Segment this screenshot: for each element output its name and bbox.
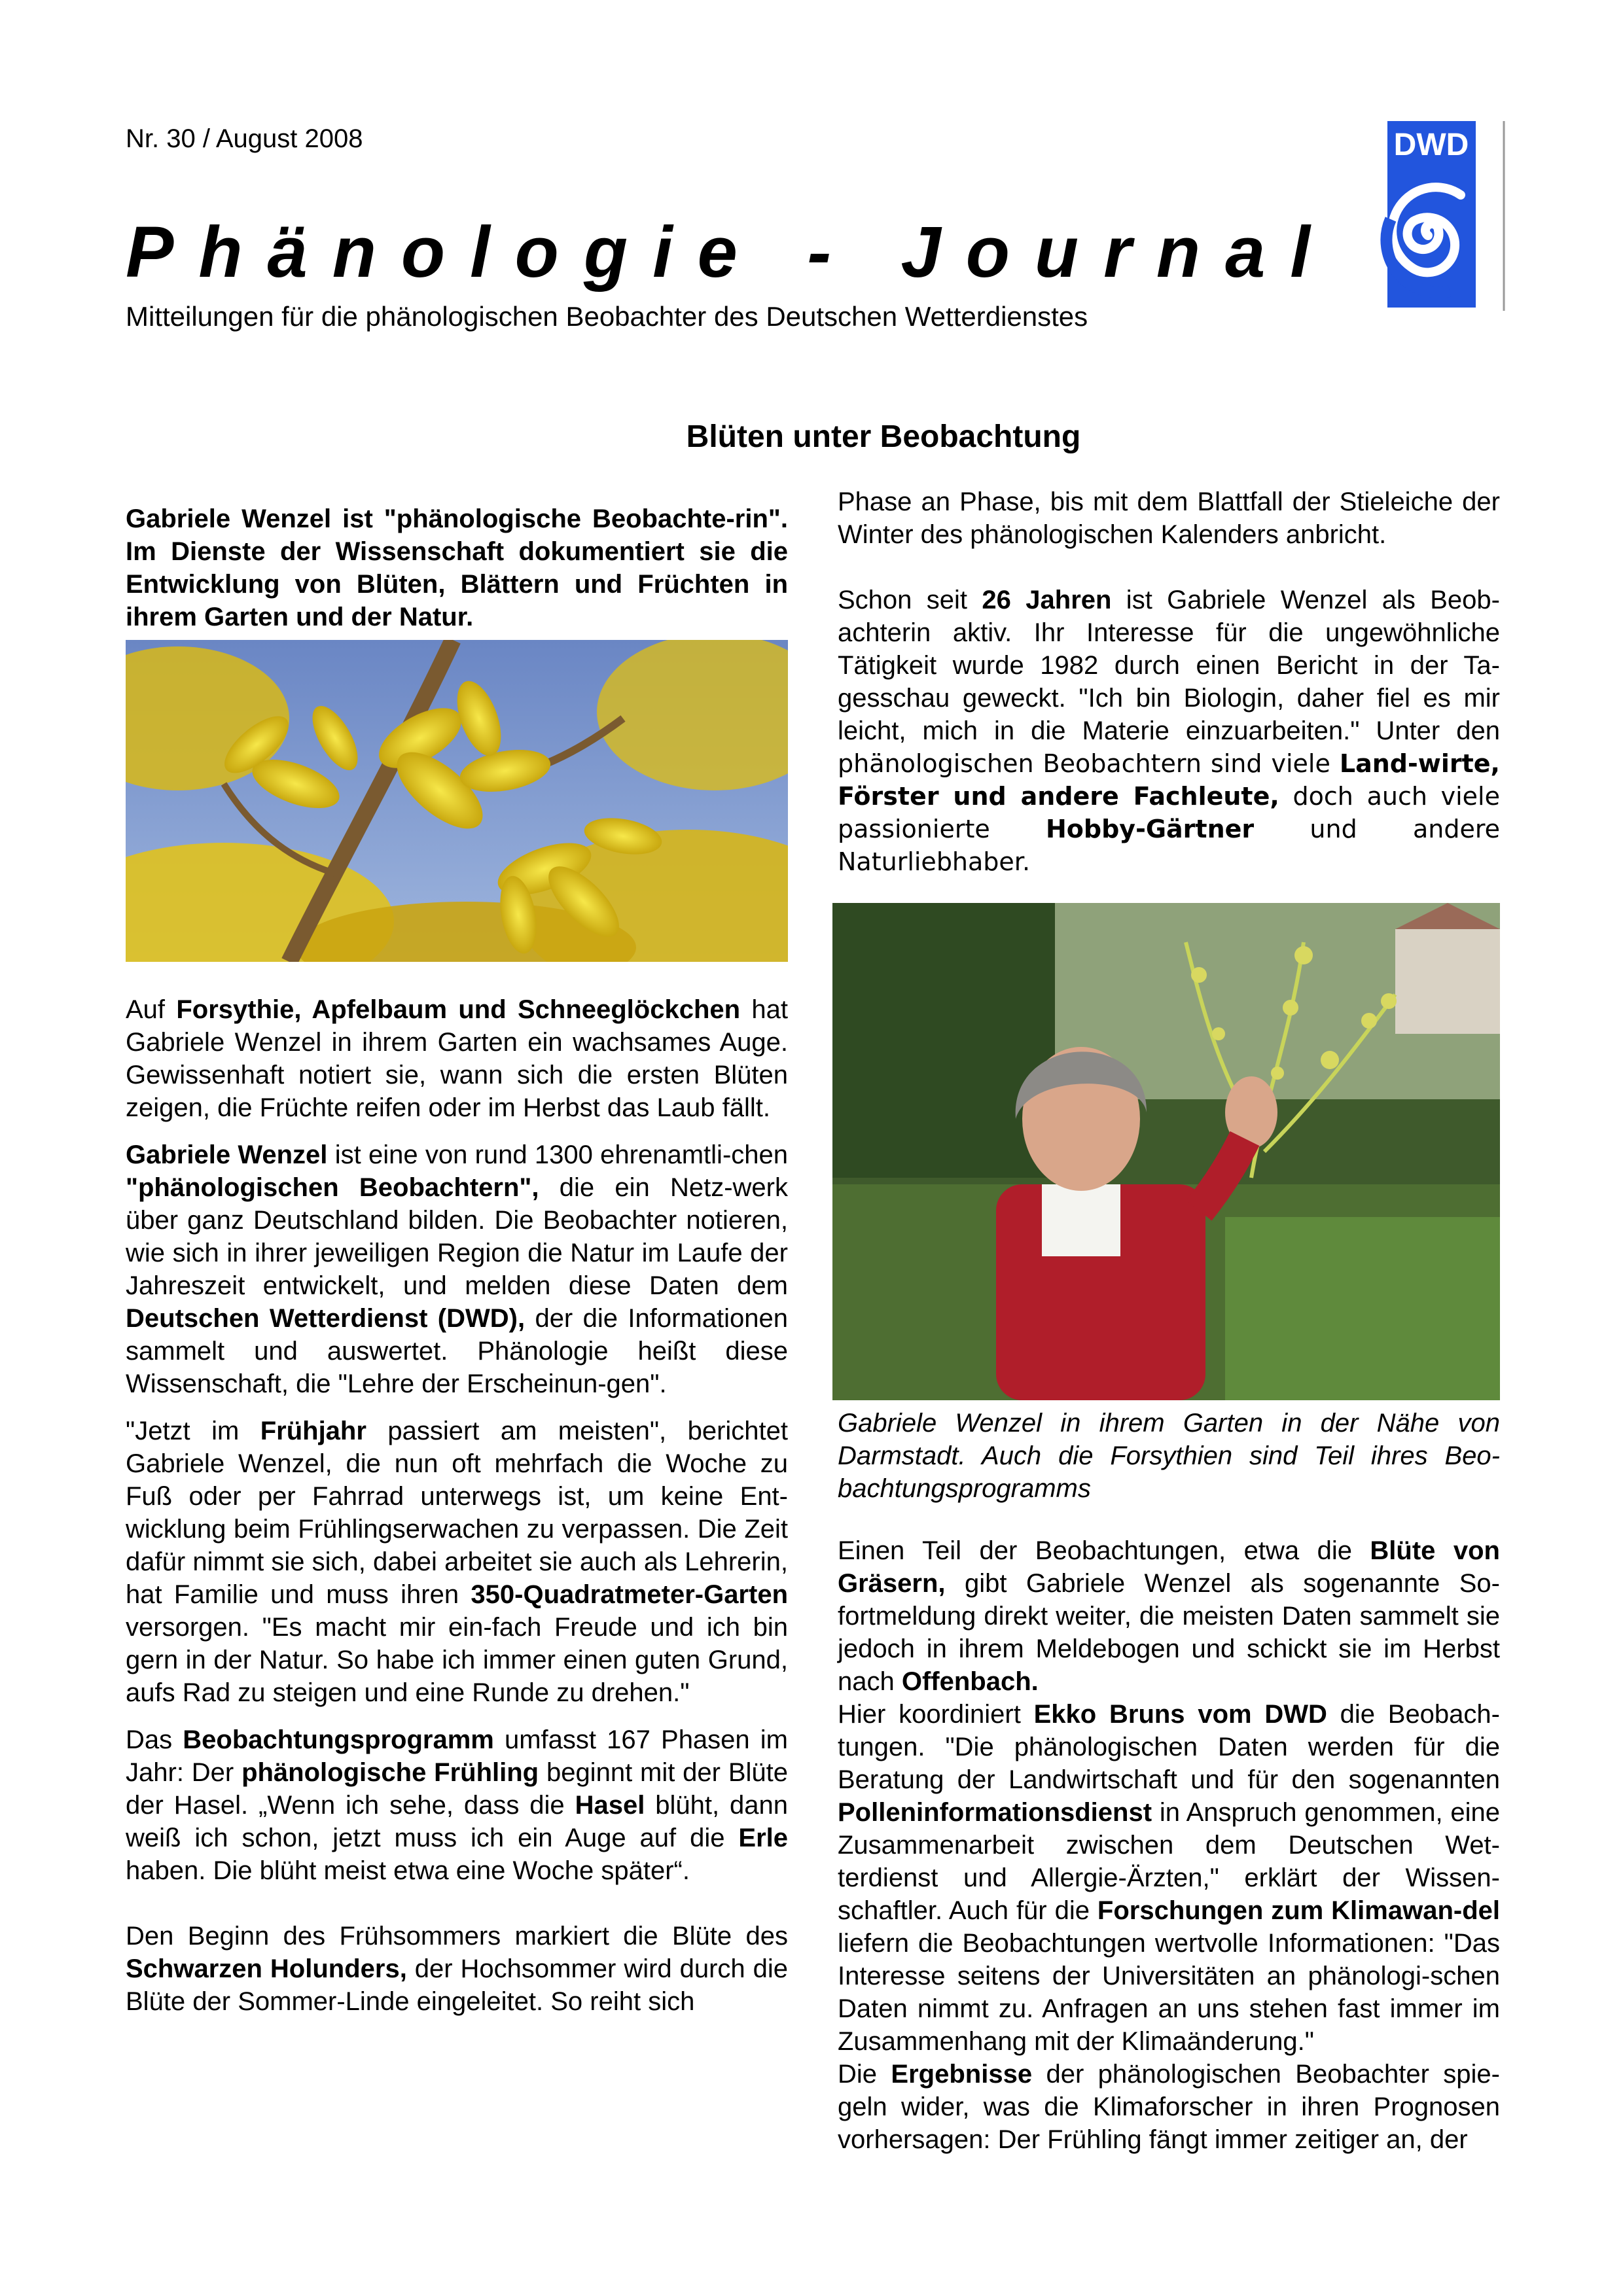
paragraph-fruehsommer: Den Beginn des Frühsommers markiert die Blüte des Schwarzen Holunders, der Hochsommer wird durch die Blüte der Sommer-Linde eingeleitet. So reiht sich — [126, 1922, 788, 2016]
paragraph-beobachter: Gabriele Wenzel ist eine von rund 1300 ehrenamtli-chen "phänologischen Beobachtern", die ein Netz-werk über ganz Deutschland bilden. Die Beobachter notieren, wie sich in ihrer jeweiligen Region die Natur im Laufe der Jahreszeit entwickelt, und melden diese Daten dem Deutschen Wetterdienst (DWD), der die Informationen sammelt und auswertet. Phänologie heißt diese Wissenschaft, die "Lehre der Erscheinun-gen". — [126, 1140, 789, 1398]
paragraph-26-jahre: Schon seit 26 Jahren ist Gabriele Wenzel als Beob-achterin aktiv. Ihr Interesse für die ungewöhnliche Tätigkeit wurde 1982 durch einen Bericht in der Ta-gesschau geweckt. "Ich bin Biologin, daher fiel es mir leicht, mich in die Materie einzuarbeiten." Unter den phänologischen Beobachtern sind viele Land-wirte, Förster und andere Fachleute, doch auch viele passionierte Hobby-Gärtner und andere Naturliebhaber. — [838, 586, 1501, 876]
article-lede: Gabriele Wenzel ist "phänologische Beobachte-rin". Im Dienste der Wissenschaft dokumentiert sie die Entwicklung von Blüten, Blättern und Früchten in ihrem Garten und der Natur. — [126, 504, 788, 631]
forsythia-photo — [126, 640, 788, 962]
issue-line: Nr. 30 / August 2008 — [126, 124, 363, 153]
photo-caption: Gabriele Wenzel in ihrem Garten in der Nähe von Darmstadt. Auch die Forsythien sind Teil ihres Beo-bachtungsprogramms — [838, 1409, 1500, 1503]
right-column-bottom — [838, 1534, 1500, 2156]
journal-subtitle: Mitteilungen für die phänologischen Beobachter des Deutschen Wetterdienstes — [126, 301, 1088, 332]
svg-text:DWD: DWD — [1393, 128, 1469, 162]
right-column-top — [838, 486, 1500, 878]
wenzel-garden-photo — [832, 903, 1500, 1400]
paragraph-forsythie: Auf Forsythie, Apfelbaum und Schneeglöckchen hat Gabriele Wenzel in ihrem Garten ein wachsames Auge. Gewissenhaft notiert sie, wann sich die ersten Blüten zeigen, die Früchte reifen oder im Herbst das Laub fällt. — [126, 995, 788, 1122]
journal-title: Phänologie - Journal — [126, 212, 1335, 292]
dwd-logo — [1329, 121, 1512, 317]
paragraph-sofortmeldung: Einen Teil der Beobachtungen, etwa die Blüte von Gräsern, gibt Gabriele Wenzel als sogenannte So-fortmeldung direkt weiter, die meisten Daten sammelt sie jedoch in ihrem Meldebogen und schickt sie im Herbst nach Offenbach. — [838, 1536, 1500, 1696]
paragraph-programm: Das Beobachtungsprogramm umfasst 167 Phasen im Jahr: Der phänologische Frühling beginnt mit der Blüte der Hasel. „Wenn ich sehe, dass die Hasel blüht, dann weiß ich schon, jetzt muss ich ein Auge auf die Erle haben. Die blüht meist etwa eine Woche später“. — [126, 1725, 789, 1885]
paragraph-ergebnisse: Die Ergebnisse der phänologischen Beobachter spie-geln wider, was die Klimaforscher in ihren Prognosen vorhersagen: Der Frühling fängt immer zeitiger an, der — [838, 2060, 1500, 2154]
paragraph-fruehjahr: "Jetzt im Frühjahr passiert am meisten", berichtet Gabriele Wenzel, die nun oft mehrfach die Woche zu Fuß oder per Fahrrad unterwegs ist, um keine Ent-wicklung beim Frühlingserwachen zu verpassen. Die Zeit dafür nimmt sie sich, dabei arbeitet sie auch als Lehrerin, hat Familie und muss ihren 350-Quadratmeter-Garten versorgen. "Es macht mir ein-fach Freude und ich bin gern in der Natur. So habe ich immer einen guten Grund, aufs Rad zu steigen und eine Runde zu drehen." — [126, 1417, 788, 1707]
article-headline: Blüten unter Beobachtung — [686, 419, 1081, 454]
paragraph-ekko-bruns: Hier koordiniert Ekko Bruns vom DWD die Beobach-tungen. "Die phänologischen Daten werden für die Beratung der Landwirtschaft und für den sogenannten Polleninformationsdienst in Anspruch genommen, eine Zusammenarbeit zwischen dem Deutschen Wet-terdienst und Allergie-Ärzten," erklärt der Wissen-schaftler. Auch für die Forschungen zum Klimawan-del liefern die Beobachtungen wertvolle Informationen: "Das Interesse seitens der Universitäten an phänologi-schen Daten nimmt zu. Anfragen an uns stehen fast immer im Zusammenhang mit der Klimaänderung." — [838, 1700, 1500, 2056]
paragraph-phasen: Phase an Phase, bis mit dem Blattfall der Stieleiche der Winter des phänologischen Kalenders anbricht. — [838, 487, 1500, 549]
left-column — [126, 993, 788, 2018]
